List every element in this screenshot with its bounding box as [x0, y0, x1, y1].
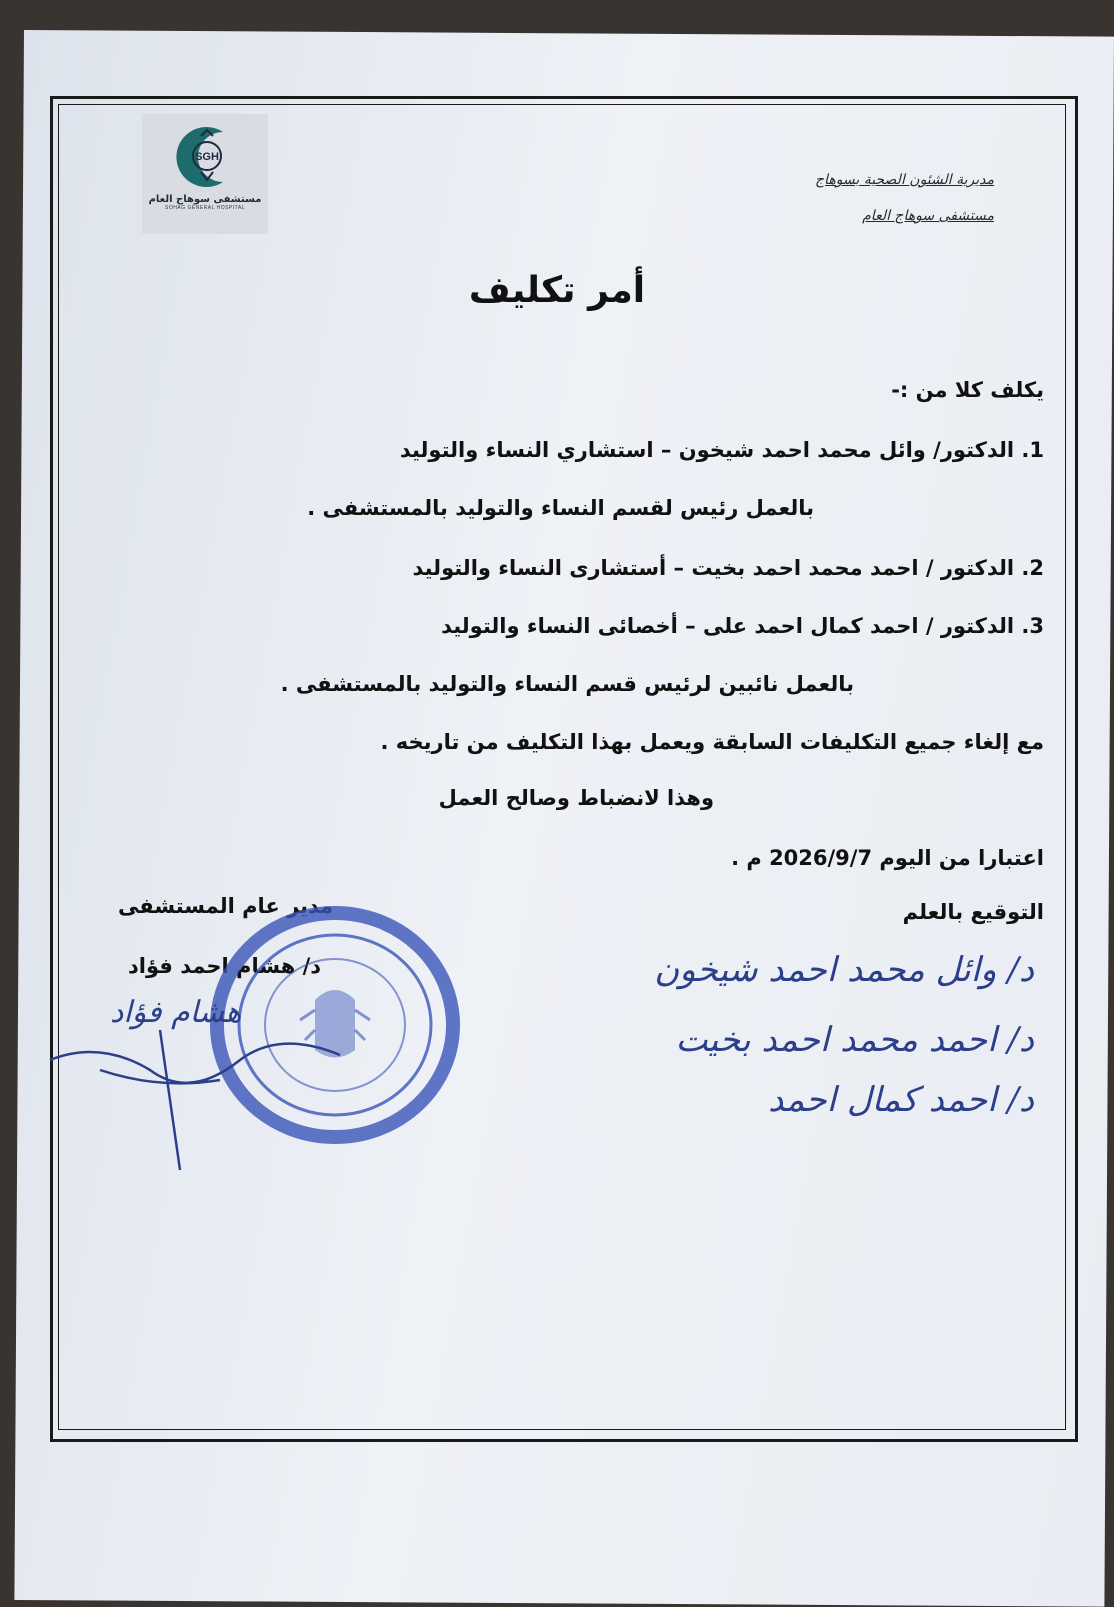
document-title: أمر تكليف — [468, 270, 646, 311]
director-role: مدير عام المستشفى — [118, 894, 334, 918]
discipline-note: وهذا لانضباط وصالح العمل — [438, 786, 714, 810]
letterhead — [674, 172, 994, 244]
item-2-line: 2. الدكتور / احمد محمد احمد بخيت – أستشارى النساء والتوليد — [412, 556, 1044, 580]
effective-date: اعتبارا من اليوم 2026/9/7 م . — [731, 846, 1044, 870]
item-3-duty: بالعمل نائبين لرئيس قسم النساء والتوليد بالمستشفى . — [280, 672, 854, 696]
logo-name-en: SOHAG GENERAL HOSPITAL — [165, 205, 245, 211]
intro-line: يكلف كلا من :- — [891, 378, 1044, 402]
hospital-name: مستشفى سوهاج العام — [862, 208, 994, 224]
hospital-logo — [142, 114, 268, 234]
acknowledgement-label: التوقيع بالعلم — [902, 900, 1044, 924]
directorate-name: مديرية الشئون الصحية بسوهاج — [815, 172, 994, 188]
director-name: د/ هشام احمد فؤاد — [128, 954, 322, 978]
item-1-duty: بالعمل رئيس لقسم النساء والتوليد بالمستشفى . — [307, 496, 814, 520]
item-1-line: 1. الدكتور/ وائل محمد احمد شيخون – استشاري النساء والتوليد — [399, 438, 1044, 462]
handwritten-signature-2: د/ احمد محمد احمد بخيت — [675, 1020, 1034, 1060]
logo-name-ar: مستشفى سوهاج العام — [148, 194, 262, 205]
logo-mark-text: SGH — [195, 151, 219, 163]
cancel-note: مع إلغاء جميع التكليفات السابقة ويعمل بهذا التكليف من تاريخه . — [380, 730, 1044, 754]
handwritten-signature-3: د/ احمد كمال احمد — [768, 1080, 1034, 1120]
director-handwritten-name: هشام فؤاد — [110, 995, 242, 1030]
crescent-emblem-icon — [165, 120, 245, 192]
item-3-line: 3. الدكتور / احمد كمال احمد على – أخصائى النساء والتوليد — [441, 614, 1044, 638]
handwritten-signature-1: د/ وائل محمد احمد شيخون — [654, 950, 1034, 990]
